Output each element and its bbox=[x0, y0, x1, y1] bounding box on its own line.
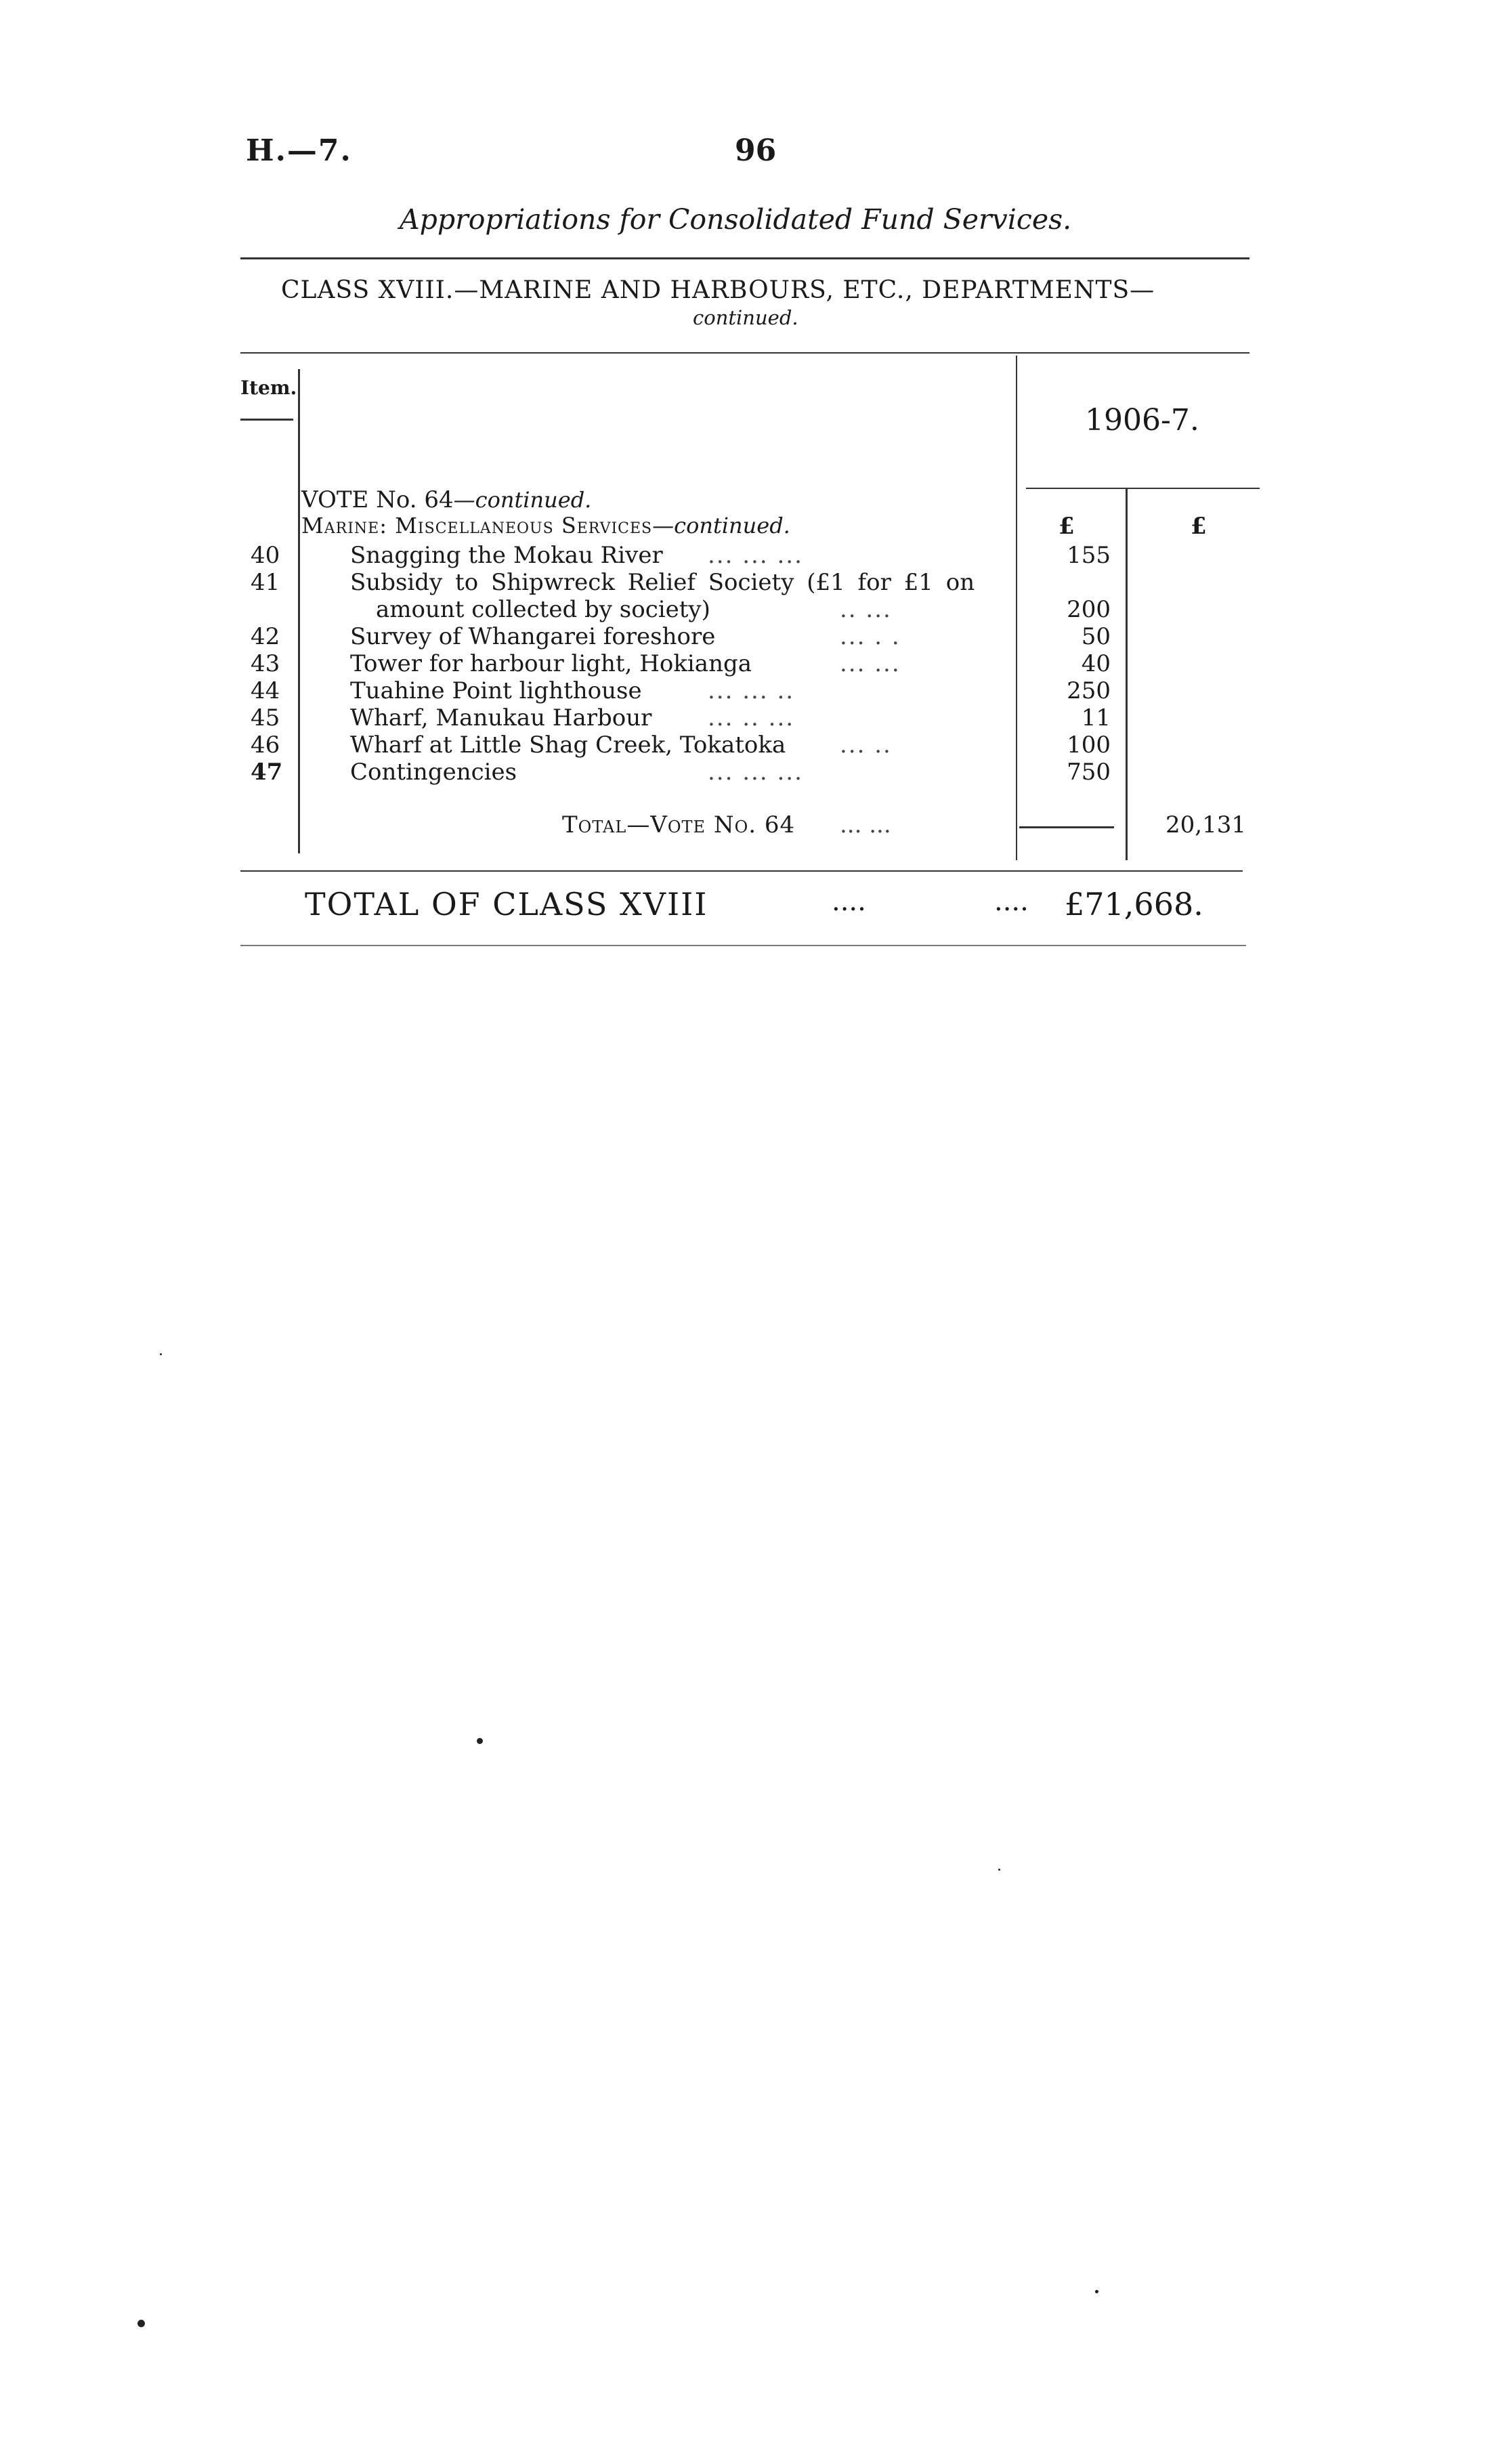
scan-speck bbox=[137, 2320, 145, 2327]
item-number: 45 bbox=[251, 704, 280, 731]
item-amount: 100 bbox=[1067, 731, 1111, 759]
item-description: amount collected by society) bbox=[376, 596, 710, 623]
item-amount: 50 bbox=[1081, 623, 1111, 650]
item-amount: 200 bbox=[1067, 596, 1111, 623]
item-description: Wharf at Little Shag Creek, Tokatoka bbox=[350, 731, 786, 759]
item-description: Tower for harbour light, Hokianga bbox=[350, 650, 752, 677]
class-total-value: £71,668. bbox=[1065, 886, 1203, 922]
item-description: Snagging the Mokau River bbox=[350, 542, 663, 569]
item-column-rule bbox=[298, 369, 300, 853]
item-column-header: Item. bbox=[240, 377, 297, 399]
leader-dots: ... . . bbox=[840, 623, 901, 650]
item-number: 46 bbox=[251, 731, 280, 759]
class-total-dots-1: .... bbox=[832, 886, 866, 917]
year-header-rule bbox=[1026, 488, 1260, 489]
table-top-rule bbox=[240, 352, 1249, 354]
leader-dots: ... .. bbox=[840, 731, 892, 759]
currency-symbol-col1: £ bbox=[1059, 513, 1075, 540]
class-continued: continued. bbox=[693, 306, 798, 329]
scan-speck bbox=[998, 1869, 1000, 1871]
item-amount: 155 bbox=[1067, 542, 1111, 569]
vote-title-text: VOTE No. 64 bbox=[301, 486, 454, 513]
page-reference: H.—7. bbox=[246, 133, 352, 168]
item-number: 42 bbox=[251, 623, 280, 650]
vote-total-text: Total—Vote No. 64 bbox=[562, 811, 796, 838]
section-continued: —continued. bbox=[652, 513, 790, 538]
item-number: 44 bbox=[251, 677, 280, 704]
item-number: 41 bbox=[251, 569, 280, 596]
scan-speck bbox=[477, 1738, 483, 1744]
item-description: Survey of Whangarei foreshore bbox=[350, 623, 716, 650]
currency-symbol-col2: £ bbox=[1191, 513, 1207, 540]
section-title-text: Marine: Miscellaneous Services bbox=[301, 513, 653, 538]
leader-dots: ... .. ... bbox=[708, 704, 795, 731]
item-number: 40 bbox=[251, 542, 280, 569]
vote-total-dots: ... ... bbox=[840, 811, 891, 838]
item-amount: 40 bbox=[1081, 650, 1111, 677]
class-total-label: TOTAL OF CLASS XVIII bbox=[305, 886, 708, 922]
leader-dots: ... ... ... bbox=[708, 759, 803, 786]
vote-continued: —continued. bbox=[453, 487, 592, 513]
vote-total-dash bbox=[1019, 826, 1114, 828]
leader-dots: ... ... bbox=[840, 650, 901, 677]
item-amount: 11 bbox=[1081, 704, 1111, 731]
item-description: Wharf, Manukau Harbour bbox=[350, 704, 652, 731]
item-amount: 750 bbox=[1067, 759, 1111, 786]
leader-dots: .. ... bbox=[840, 596, 892, 623]
vote-total-value: 20,131 bbox=[1166, 811, 1246, 838]
item-number: 43 bbox=[251, 650, 280, 677]
item-description: Tuahine Point lighthouse bbox=[350, 677, 642, 704]
class-total-dots-2: .... bbox=[994, 886, 1029, 917]
leader-dots: ... ... .. bbox=[708, 677, 795, 704]
page-heading: Appropriations for Consolidated Fund Services. bbox=[400, 203, 1072, 236]
scan-speck bbox=[1095, 2290, 1098, 2293]
vote-total-label bbox=[562, 811, 795, 838]
item-number: 47 bbox=[251, 759, 283, 786]
item-description: Subsidy to Shipwreck Relief Society (£1 for £1 on bbox=[350, 569, 975, 596]
vote-title bbox=[301, 486, 591, 513]
class-total-rule bbox=[240, 945, 1246, 946]
item-description: Contingencies bbox=[350, 759, 517, 786]
scan-speck bbox=[160, 1353, 162, 1355]
heading-rule bbox=[240, 257, 1249, 259]
leader-dots: ... ... ... bbox=[708, 542, 803, 569]
item-header-rule bbox=[240, 419, 293, 421]
year-column-header: 1906-7. bbox=[1085, 403, 1199, 438]
table-bottom-rule bbox=[240, 870, 1243, 872]
page-number: 96 bbox=[735, 133, 777, 168]
item-amount: 250 bbox=[1067, 677, 1111, 704]
class-title: CLASS XVIII.—MARINE AND HARBOURS, ETC., DEPARTMENTS— bbox=[281, 276, 1155, 304]
section-title bbox=[301, 513, 790, 538]
